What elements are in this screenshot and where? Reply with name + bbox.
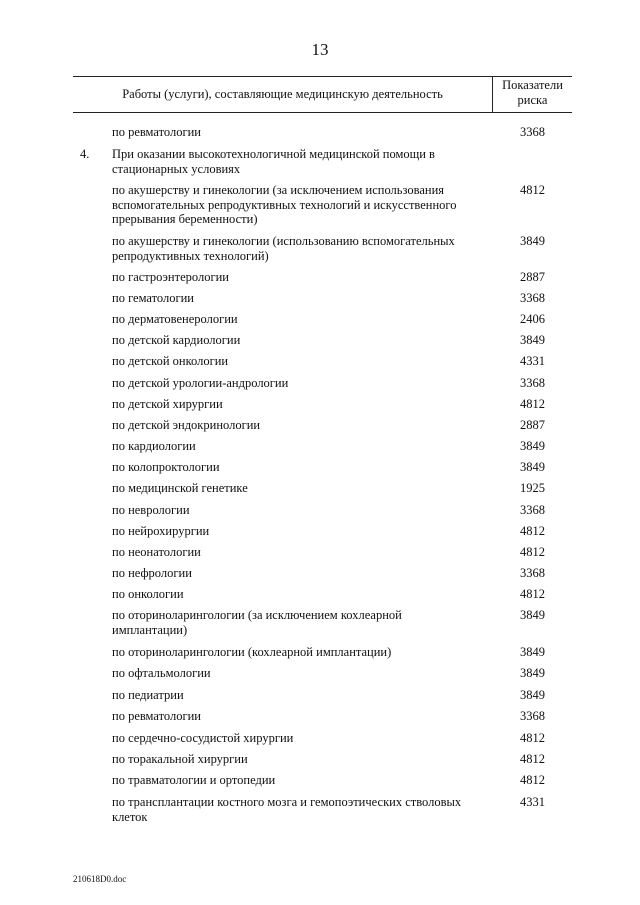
row-number: 4. [80, 147, 90, 161]
row-value: 4331 [520, 795, 545, 809]
page-number: 13 [311, 40, 329, 59]
row-value: 3849 [520, 688, 545, 702]
row-text: по офтальмологии [112, 666, 211, 680]
row-text: по неврологии [112, 503, 190, 517]
row-text: по детской урологии-андрологии [112, 376, 289, 390]
header-risk-line2: риска [517, 93, 548, 107]
row-text: по нейрохирургии [112, 524, 210, 538]
row-value: 4812 [520, 752, 545, 766]
row-value: 3368 [520, 291, 545, 305]
row-text: по гастроэнтерологии [112, 270, 229, 284]
row-text: по онкологии [112, 587, 184, 601]
row-value: 4812 [520, 545, 545, 559]
row-value: 4812 [520, 183, 545, 197]
header-risk-line1: Показатели [502, 78, 563, 92]
row-text: по ревматологии [112, 125, 201, 139]
table-top-rule [73, 76, 572, 77]
row-text: по ревматологии [112, 709, 201, 723]
row-value: 3849 [520, 645, 545, 659]
document-filename: 210618D0.doc [73, 874, 127, 884]
row-text: по оториноларингологии (за исключением кохлеарной имплантации) [112, 608, 402, 637]
row-text: При оказании высокотехнологичной медицинской помощи в стационарных условиях [112, 147, 435, 176]
row-value: 3849 [520, 439, 545, 453]
row-value: 3368 [520, 125, 545, 139]
row-value: 4812 [520, 397, 545, 411]
header-works: Работы (услуги), составляющие медицинскую деятельность [122, 87, 443, 101]
header-risk [493, 78, 572, 108]
row-text: по педиатрии [112, 688, 184, 702]
row-text: по сердечно-сосудистой хирургии [112, 731, 294, 745]
row-text: по торакальной хирургии [112, 752, 248, 766]
row-text: по дерматовенерологии [112, 312, 238, 326]
row-text: по оториноларингологии (кохлеарной имплантации) [112, 645, 392, 659]
row-value: 4812 [520, 587, 545, 601]
row-text: по трансплантации костного мозга и гемопоэтических стволовых клеток [112, 795, 462, 824]
row-value: 3849 [520, 333, 545, 347]
row-text: по детской кардиологии [112, 333, 241, 347]
row-text: по детской онкологии [112, 354, 229, 368]
row-text: по медицинской генетике [112, 481, 248, 495]
row-text: по акушерству и гинекологии (за исключением использования вспомогательных репродуктивных технологий и искусственного прерывания беременности) [112, 183, 457, 226]
row-value: 4812 [520, 773, 545, 787]
row-value: 3849 [520, 666, 545, 680]
row-value: 3368 [520, 566, 545, 580]
row-text: по нефрологии [112, 566, 192, 580]
row-text: по детской хирургии [112, 397, 223, 411]
row-value: 3368 [520, 503, 545, 517]
table-header-bottom-rule [73, 112, 572, 113]
row-value: 2887 [520, 270, 545, 284]
row-text: по травматологии и ортопедии [112, 773, 276, 787]
row-text: по гематологии [112, 291, 195, 305]
row-value: 4331 [520, 354, 545, 368]
row-text: по неонатологии [112, 545, 201, 559]
row-value: 2406 [520, 312, 545, 326]
row-text: по детской эндокринологии [112, 418, 261, 432]
row-text: по акушерству и гинекологии (использованию вспомогательных репродуктивных технологий) [112, 234, 455, 263]
row-value: 3849 [520, 234, 545, 248]
row-value: 3849 [520, 460, 545, 474]
row-value: 4812 [520, 524, 545, 538]
row-value: 2887 [520, 418, 545, 432]
row-value: 4812 [520, 731, 545, 745]
row-value: 3849 [520, 608, 545, 622]
row-value: 3368 [520, 709, 545, 723]
row-text: по колопроктологии [112, 460, 220, 474]
row-value: 3368 [520, 376, 545, 390]
row-value: 1925 [520, 481, 545, 495]
row-text: по кардиологии [112, 439, 196, 453]
